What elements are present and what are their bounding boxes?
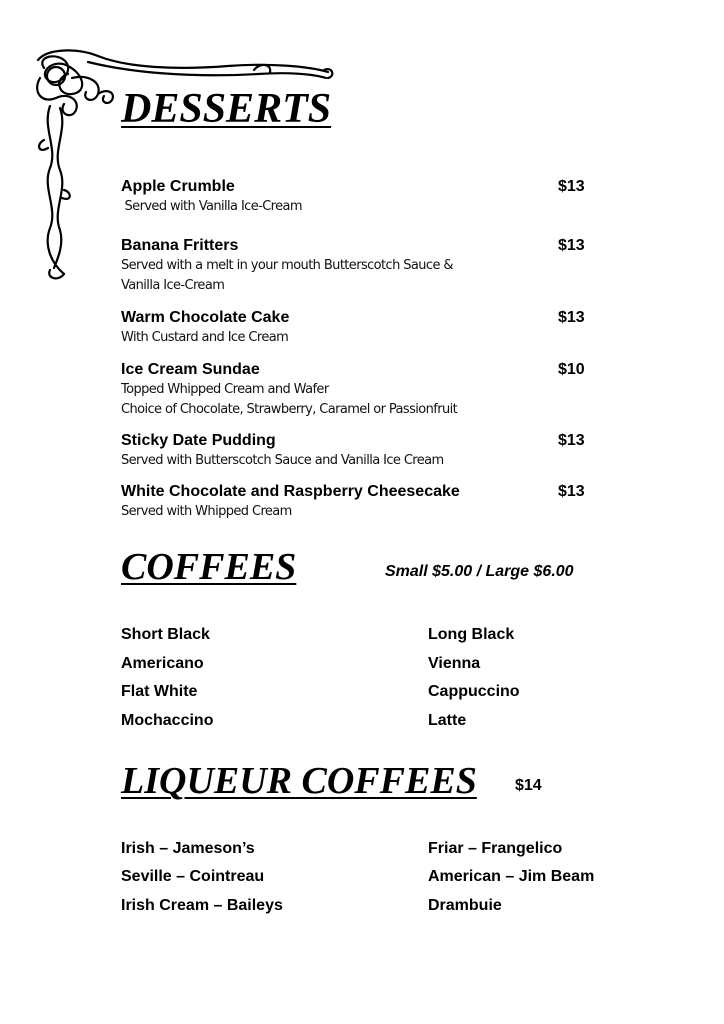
liqueur-coffees-heading: LIQUEUR COFFEES (121, 760, 477, 802)
dessert-description: Served with a melt in your mouth Butterscotch Sauce & (121, 258, 453, 273)
coffees-heading: COFFEES (121, 546, 297, 588)
coffee-item: Cappuccino (428, 683, 520, 700)
coffee-item: Mochaccino (121, 712, 214, 729)
liqueur-coffee-item: Irish – Jameson’s (121, 840, 255, 857)
dessert-name: Ice Cream Sundae (121, 361, 260, 378)
dessert-description: Served with Vanilla Ice-Cream (121, 199, 302, 214)
coffee-item: Flat White (121, 683, 198, 700)
coffee-item: Short Black (121, 626, 210, 643)
coffees-price-note: Small $5.00 / Large $6.00 (385, 563, 574, 580)
coffee-item: Long Black (428, 626, 515, 643)
dessert-description: Served with Butterscotch Sauce and Vanilla Ice Cream (121, 453, 444, 468)
dessert-name: White Chocolate and Raspberry Cheesecake (121, 483, 460, 500)
dessert-description: Topped Whipped Cream and Wafer (121, 382, 329, 397)
dessert-item (121, 236, 601, 295)
dessert-name: Warm Chocolate Cake (121, 309, 290, 326)
dessert-description-line2: Choice of Chocolate, Strawberry, Caramel or Passionfruit (121, 401, 458, 417)
dessert-description-line2: Vanilla Ice-Cream (121, 277, 225, 293)
liqueur-coffees-price: $14 (515, 777, 542, 794)
dessert-price: $13 (558, 309, 585, 326)
dessert-price: $10 (558, 361, 585, 378)
liqueur-coffee-item: Irish Cream – Baileys (121, 897, 283, 914)
dessert-name: Banana Fritters (121, 237, 239, 254)
dessert-price: $13 (558, 178, 585, 195)
dessert-price: $13 (558, 237, 585, 254)
liqueur-coffee-item: Seville – Cointreau (121, 868, 265, 885)
dessert-item (121, 482, 601, 522)
dessert-price: $13 (558, 483, 585, 500)
dessert-item (121, 360, 601, 419)
dessert-item (121, 431, 601, 471)
dessert-description: With Custard and Ice Cream (121, 330, 289, 345)
liqueur-coffee-item: Drambuie (428, 897, 502, 914)
liqueur-coffee-item: American – Jim Beam (428, 868, 595, 885)
dessert-price: $13 (558, 432, 585, 449)
dessert-item (121, 177, 601, 217)
dessert-name: Sticky Date Pudding (121, 432, 276, 449)
coffee-item: Latte (428, 712, 467, 729)
coffee-item: Americano (121, 655, 204, 672)
liqueur-coffee-item: Friar – Frangelico (428, 840, 563, 857)
coffee-item: Vienna (428, 655, 481, 672)
dessert-item (121, 308, 601, 348)
dessert-description: Served with Whipped Cream (121, 504, 292, 519)
dessert-name: Apple Crumble (121, 178, 235, 195)
desserts-heading: DESSERTS (121, 86, 332, 132)
